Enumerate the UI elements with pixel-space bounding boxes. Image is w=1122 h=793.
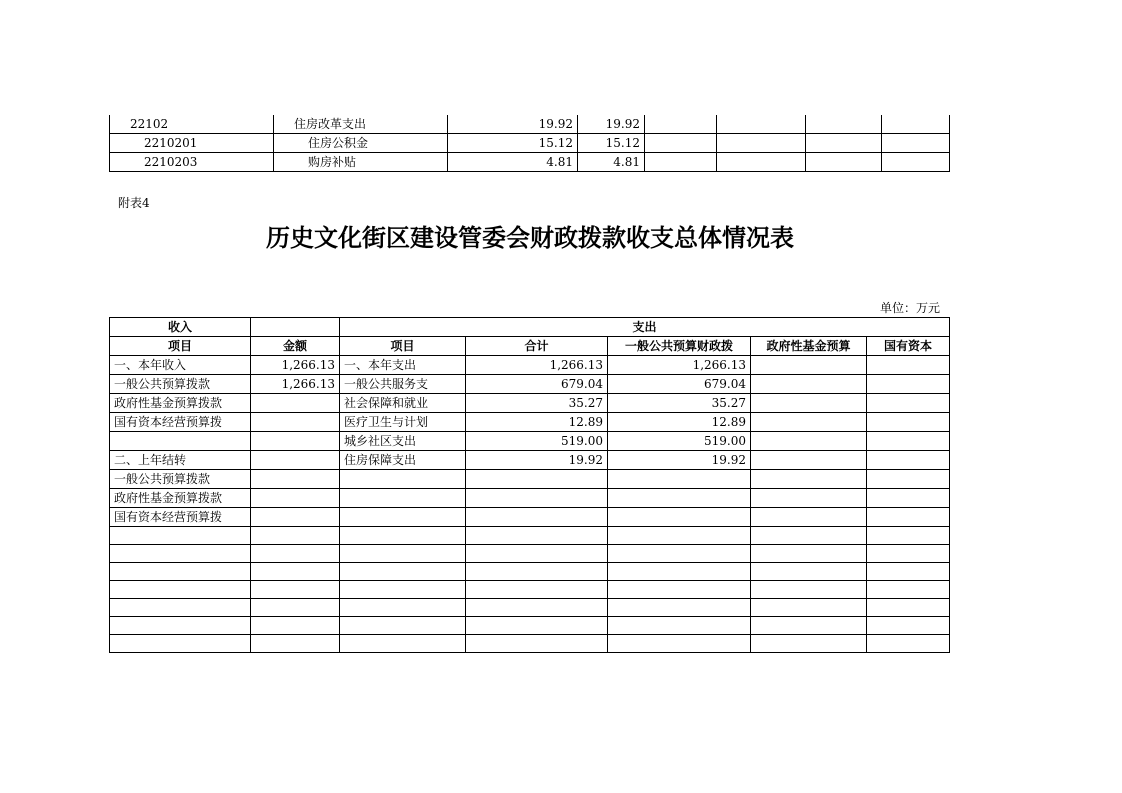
total-cell: 4.81 [448,153,578,172]
income-amount-cell: 1,266.13 [251,356,340,375]
expense-general-cell [608,489,751,508]
expense-general-cell [608,508,751,527]
expense-item-cell [340,599,466,617]
income-item-cell: 政府性基金预算拨款 [110,394,251,413]
empty-cell [645,134,717,153]
table-row [110,432,950,451]
expense-state-cell [867,489,950,508]
income-amount-cell [251,394,340,413]
expense-state-cell [867,413,950,432]
expense-state-cell [867,599,950,617]
expense-item-cell: 一般公共服务支 [340,375,466,394]
expense-fund-cell [751,545,867,563]
expense-general-cell [608,545,751,563]
budget-summary-body [110,356,950,653]
income-item-cell [110,527,251,545]
income-amount-cell [251,581,340,599]
income-amount-cell [251,527,340,545]
table-row [110,470,950,489]
expense-total-cell [466,599,608,617]
expense-item-cell [340,635,466,653]
income-item-cell: 政府性基金预算拨款 [110,489,251,508]
expense-fund-cell [751,394,867,413]
table-row [110,635,950,653]
expense-fund-cell [751,489,867,508]
expense-fund-cell [751,527,867,545]
income-item-cell: 国有资本经营预算拨 [110,508,251,527]
total-cell: 15.12 [448,134,578,153]
income-item-cell: 一、本年收入 [110,356,251,375]
table-row [110,617,950,635]
income-item-cell [110,617,251,635]
income-item-cell [110,545,251,563]
expense-general-cell: 519.00 [608,432,751,451]
table-row [110,508,950,527]
expense-general-cell [608,527,751,545]
expense-item-cell [340,617,466,635]
code-cell: 22102 [110,115,274,134]
income-amount-cell [251,413,340,432]
table-row [110,489,950,508]
code-cell: 2210201 [110,134,274,153]
continuation-table-body [110,115,950,172]
expense-total-cell: 35.27 [466,394,608,413]
header-income-blank [251,318,340,337]
expense-fund-cell [751,563,867,581]
expense-state-cell [867,563,950,581]
table-row [110,394,950,413]
expense-total-cell: 1,266.13 [466,356,608,375]
general-cell: 4.81 [578,153,645,172]
expense-fund-cell [751,432,867,451]
table-row [110,413,950,432]
income-amount-cell [251,617,340,635]
income-item-cell [110,635,251,653]
header-expense-state: 国有资本 [867,337,950,356]
expense-fund-cell [751,470,867,489]
expense-state-cell [867,617,950,635]
general-cell: 19.92 [578,115,645,134]
expense-item-cell: 一、本年支出 [340,356,466,375]
empty-cell [806,134,882,153]
expense-item-cell: 城乡社区支出 [340,432,466,451]
header-income-item: 项目 [110,337,251,356]
income-amount-cell [251,451,340,470]
annex-label: 附表4 [118,196,150,210]
expense-fund-cell [751,581,867,599]
expense-state-cell [867,470,950,489]
expense-item-cell: 医疗卫生与计划 [340,413,466,432]
income-amount-cell [251,545,340,563]
income-item-cell [110,599,251,617]
expense-general-cell [608,581,751,599]
expense-item-cell [340,563,466,581]
expense-total-cell [466,470,608,489]
income-item-cell [110,563,251,581]
page-title: 历史文化街区建设管委会财政拨款收支总体情况表 [266,224,794,252]
header-income-amount: 金额 [251,337,340,356]
total-cell: 19.92 [448,115,578,134]
expense-fund-cell [751,617,867,635]
expense-total-cell [466,545,608,563]
header-income: 收入 [110,318,251,337]
income-item-cell: 一般公共预算拨款 [110,470,251,489]
expense-state-cell [867,508,950,527]
expense-item-cell [340,508,466,527]
table-row [110,356,950,375]
unit-label: 单位：万元 [880,301,941,315]
table-row [110,451,950,470]
expense-general-cell [608,470,751,489]
expense-state-cell [867,451,950,470]
header-row-1 [110,318,950,337]
expense-total-cell: 519.00 [466,432,608,451]
income-item-cell: 二、上年结转 [110,451,251,470]
expense-general-cell: 12.89 [608,413,751,432]
income-amount-cell [251,635,340,653]
budget-summary-table [109,317,950,653]
expense-general-cell [608,563,751,581]
expense-state-cell [867,375,950,394]
income-amount-cell [251,563,340,581]
income-amount-cell [251,470,340,489]
empty-cell [717,153,806,172]
expense-fund-cell [751,635,867,653]
expense-total-cell [466,527,608,545]
expense-fund-cell [751,375,867,394]
income-amount-cell: 1,266.13 [251,375,340,394]
item-name-cell: 住房改革支出 [274,115,448,134]
expense-general-cell: 679.04 [608,375,751,394]
expense-total-cell [466,508,608,527]
expense-state-cell [867,356,950,375]
empty-cell [882,153,950,172]
expense-state-cell [867,581,950,599]
expense-item-cell: 住房保障支出 [340,451,466,470]
expense-fund-cell [751,599,867,617]
income-amount-cell [251,508,340,527]
expense-general-cell [608,635,751,653]
expense-general-cell: 19.92 [608,451,751,470]
expense-state-cell [867,432,950,451]
income-amount-cell [251,599,340,617]
table-row [110,375,950,394]
expense-fund-cell [751,413,867,432]
expense-item-cell [340,489,466,508]
expense-item-cell [340,470,466,489]
expense-item-cell [340,581,466,599]
expense-item-cell: 社会保障和就业 [340,394,466,413]
expense-total-cell [466,489,608,508]
continuation-table [109,115,950,172]
empty-cell [717,115,806,134]
expense-state-cell [867,394,950,413]
expense-total-cell [466,635,608,653]
header-expense-fund: 政府性基金预算 [751,337,867,356]
expense-fund-cell [751,356,867,375]
expense-general-cell: 35.27 [608,394,751,413]
expense-state-cell [867,527,950,545]
expense-total-cell: 19.92 [466,451,608,470]
item-name-cell: 住房公积金 [274,134,448,153]
header-expense-general: 一般公共预算财政拨 [608,337,751,356]
empty-cell [717,134,806,153]
expense-item-cell [340,527,466,545]
expense-total-cell [466,563,608,581]
income-item-cell: 一般公共预算拨款 [110,375,251,394]
table-row [110,599,950,617]
expense-state-cell [867,635,950,653]
table-row [110,527,950,545]
header-row-2 [110,337,950,356]
income-item-cell: 国有资本经营预算拨 [110,413,251,432]
expense-item-cell [340,545,466,563]
expense-total-cell [466,617,608,635]
expense-state-cell [867,545,950,563]
expense-general-cell: 1,266.13 [608,356,751,375]
empty-cell [882,115,950,134]
expense-total-cell: 679.04 [466,375,608,394]
expense-total-cell [466,581,608,599]
income-amount-cell [251,432,340,451]
expense-total-cell: 12.89 [466,413,608,432]
table-row [110,581,950,599]
item-name-cell: 购房补贴 [274,153,448,172]
table-row [110,563,950,581]
income-item-cell [110,581,251,599]
empty-cell [806,153,882,172]
general-cell: 15.12 [578,134,645,153]
expense-fund-cell [751,451,867,470]
expense-fund-cell [751,508,867,527]
empty-cell [645,153,717,172]
table-row [110,134,950,153]
empty-cell [882,134,950,153]
expense-general-cell [608,599,751,617]
income-amount-cell [251,489,340,508]
expense-general-cell [608,617,751,635]
header-expense-item: 项目 [340,337,466,356]
income-item-cell [110,432,251,451]
table-row [110,153,950,172]
header-expense: 支出 [340,318,950,337]
table-row [110,545,950,563]
code-cell: 2210203 [110,153,274,172]
table-row [110,115,950,134]
header-expense-total: 合计 [466,337,608,356]
empty-cell [806,115,882,134]
empty-cell [645,115,717,134]
